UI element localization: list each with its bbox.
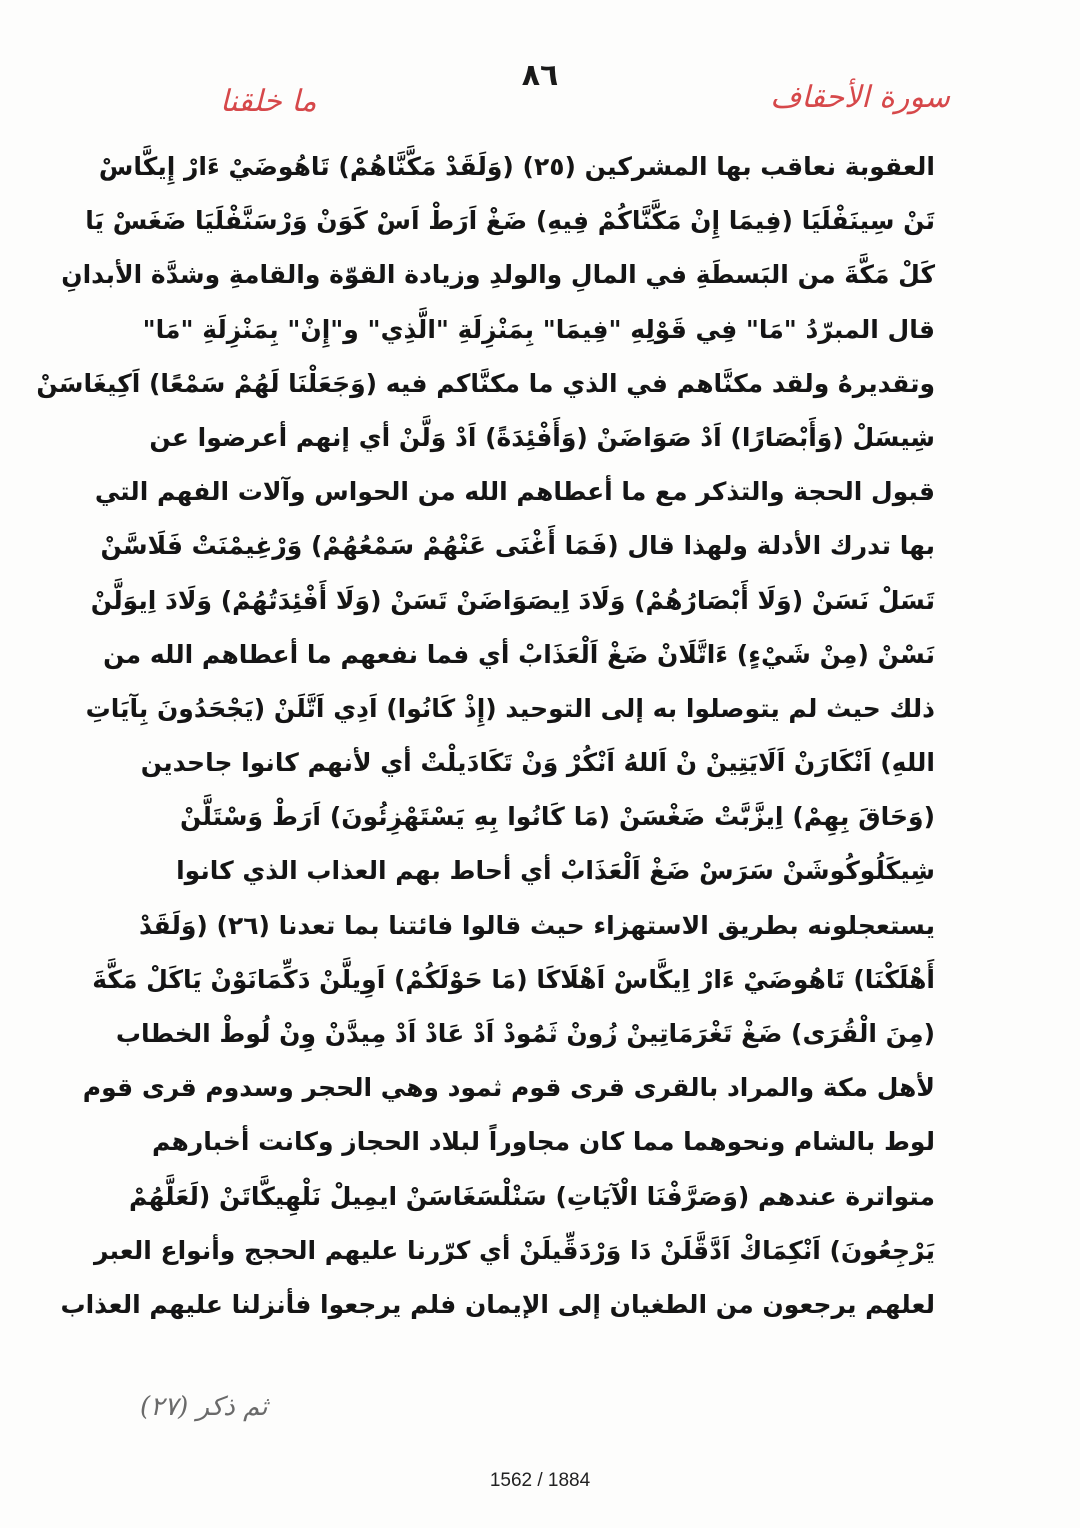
text-line: شِيكَلُوكُوشَنْ سَرَسْ ضَغْ اَلْعَذَابْ أي أحاط بهم العذاب الذي كانوا [176,856,935,886]
text-line: ذلك حيث لم يتوصلوا به إلى التوحيد (إِذْ كَانُوا) اَدِي اَتَّلَنْ (يَجْحَدُونَ بِآيَاتِ [85,693,935,723]
text-line: لوط بالشام ونحوهما مما كان مجاوراً لبلاد الحجاز وكانت أخبارهم [151,1127,935,1157]
text-line: قبول الحجة والتذكر مع ما أعطاهم الله من الحواس وآلات الفهم التي [94,477,935,507]
text-line: (وَحَاقَ بِهِمْ) اِيزَّبَّتْ ضَغْسَنْ (مَا كَانُوا بِهِ يَسْتَهْزِئُونَ) اَرَطْ وَسْتَلَّنْ [180,802,935,832]
text-line: يستعجلونه بطريق الاستهزاء حيث قالوا فائتنا بما تعدنا (٢٦) (وَلَقَدْ [139,910,935,940]
text-line: بها تدرك الأدلة ولهذا قال (فَمَا أَغْنَى عَنْهُمْ سَمْعُهُمْ) وَرْغِيمْنَتْ فَلَاسَّنْ [100,531,935,561]
text-line: كَلْ مَكَّةَ من البَسطَةِ في المالِ والولدِ وزيادة القوّة والقامةِ وشدَّة الأبدانِ [61,260,935,290]
text-line: اللهِ) اَنْكَارَنْ اَلَايَتِينْ نْ اَللهُ اَنْكُرْ وَنْ تَكَادَيلْتْ أي لأنهم كانوا جاحدين [140,748,935,778]
text-line: نَسْنْ (مِنْ شَيْءٍ) ءَاتَّلَانْ ضَغْ اَلْعَذَابْ أي فما نفعهم ما أعطاهم الله من [103,639,935,669]
text-line: أَهْلَكْنَا) تَاهُوضَيْ ءَارْ اِيكَّاسْ اَهْلَاكَا (مَا حَوْلَكُمْ) اَوِيلَّنْ دَكِّمَانَوْنْ يَاكَلْ مَكَّةَ [92,964,935,994]
text-line: وتقديرهُ ولقد مكنَّاهم في الذي ما مكنَّاكم فيه (وَجَعَلْنَا لَهُمْ سَمْعًا) اَكِيغَاسَنْ [36,368,935,398]
text-line: قال المبرّدُ "مَا" فِي قَوْلِهِ "فِيمَا" بِمَنْزِلَةِ "الَّذِي" و"إِنْ" بِمَنْزِلَةِ "مَا" [142,314,935,344]
text-line: تَنْ سِينَفْلَيَا (فِيمَا إِنْ مَكَّنَّاكُمْ فِيهِ) ضَغْ اَرَطْ اَسْ كَوَنْ وَرْسَنَّفْلَيَا ضَغَسْ يَا [85,206,935,236]
text-line: متواترة عندهم (وَصَرَّفْنَا الْآيَاتِ) سَنْلْسَغَاسَنْ ايمِيلْ نَلْهِيكَّاتَنْ (لَعَلَّهُمْ [129,1181,935,1211]
handwritten-verse-note: ما خلقنا [220,84,317,119]
text-line: العقوبة نعاقب بها المشركين (٢٥) (وَلَقَدْ مَكَّنَّاهُمْ) تَاهُوضَيْ ءَارْ إِيكَّاسْ [98,152,935,181]
text-line: تَسَلْ نَسَنْ (وَلَا أَبْصَارُهُمْ) وَلَادَ اِيصَوَاضَنْ تَسَنْ (وَلَا أَفْئِدَتُهُمْ) وَلَادَ اِيوَلَّنْ [90,585,935,615]
handwritten-surah-note: سورة الأحقاف [770,80,950,115]
text-line: شِيسَلْ (وَأَبْصَارًا) اَدْ صَوَاضَنْ (وَأَفْئِدَةً) اَدْ وَلَّنْ أي إنهم أعرضوا عن [149,422,935,452]
text-line: يَرْجِعُونَ) اَنْكِمَاكْ اَدَّقَّلَنْ دَا وَرْدَقِّيلَنْ أي كرّرنا عليهم الحجج وأنواع العبر [94,1235,935,1265]
text-line: (مِنَ الْقُرَى) ضَغْ تَغْرَمَاتِينْ زُونْ ثَمُودْ اَدْ عَادْ اَدْ مِيدَّنْ وِنْ لُوطْ الخطاب [115,1019,935,1048]
page-counter: 1562 / 1884 [489,1470,591,1491]
text-line: لأهل مكة والمراد بالقرى قرى قوم ثمود وهي الحجر وسدوم قرى قوم [82,1073,935,1103]
handwritten-catchword: (٢٧) ثم ذكر [140,1392,268,1422]
text-line: لعلهم يرجعون من الطغيان إلى الإيمان فلم يرجعوا فأنزلنا عليهم العذاب [60,1289,935,1319]
page-body [36,140,935,1332]
page-number: ٨٦ [521,58,559,93]
